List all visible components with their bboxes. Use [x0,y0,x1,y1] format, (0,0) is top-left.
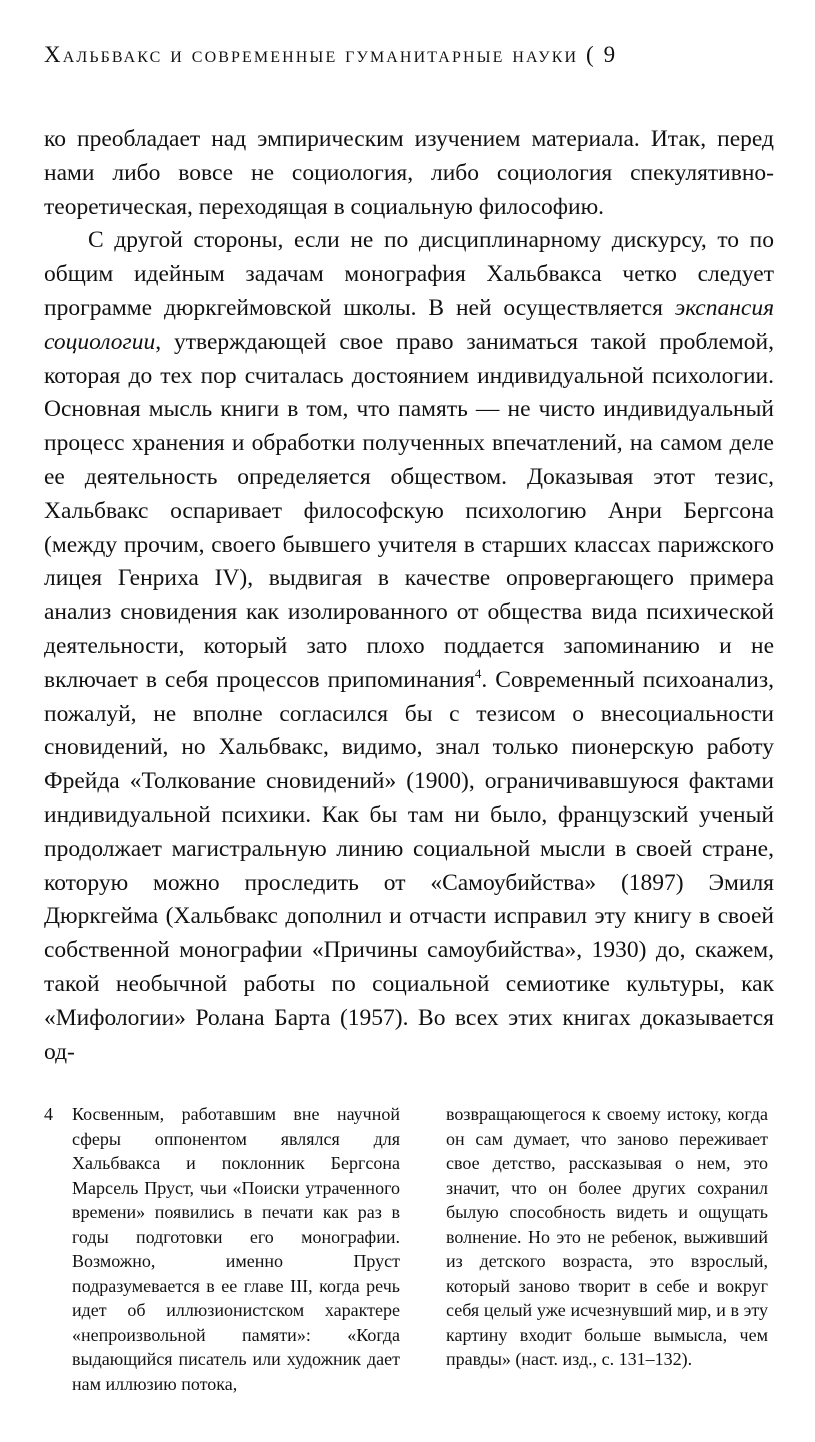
emphasis-term: экспансия социологии [44,294,774,355]
main-text [44,123,774,1069]
footnote-reference[interactable]: 4 [474,665,482,681]
footnote-number: 4 [44,1104,53,1124]
footnote-column-right: возвращающегося к своему истоку, когда он сам думает, что заново переживает свое детство, рассказывая о нем, это значит, что он более других сохранил былую способность видеть и ощущать волнение. Но это не ребенок, выживший из детского возраста, это взрослый, который заново творит в себе и вокруг себя целый уже исчезнувший мир, и в эту картину входит больше вымысла, чем правды» (наст. изд., с. 131–132). [446,1104,768,1369]
footnote-column-left: Косвенным, работавшим вне научной сферы оппонентом являлся для Хальбвакса и поклонник Бергсона Марсель Пруст, чьи «Поиски утраченного времени» появились в печати как раз в годы подготовки его монографии. Возможно, именно Пруст подразумевается в ее главе III, когда речь идет об иллюзионистском характере «непроизвольной памяти»: «Когда выдающийся писатель или художник дает нам иллюзию потока, [72,1104,400,1394]
paragraph-2-part-a: С другой стороны, если не по дисциплинарному дискурсу, то по общим идейным задачам монография Хальбвакса четко следует программе дюркгеймовской школы. В ней осуществляется [44,227,774,321]
running-title: Хальбвакс и современные гуманитарные науки [44,42,579,67]
running-head-bracket: ( [586,42,596,67]
paragraph-2-part-c: . Современный психоанализ, пожалуй, не вполне согласился бы с тезисом о внесоциальности сновидений, но Хальбвакс, видимо, знал только пионерскую работу Фрейда «Толкование сновидений» (1900), ограничивавшуюся фактами индивидуальной психики. Как бы там ни было, французский ученый продолжает магистральную линию социальной мысли в своей стране, которую можно проследить от «Самоубийства» (1897) Эмиля Дюркгейма (Хальбвакс дополнил и отчасти исправил эту книгу в своей собственной монографии «Причины самоубийства», 1930) до, скажем, такой необычной работы по социальной семиотике культуры, как «Мифологии» Ролана Барта (1957). Во всех этих книгах доказывается од- [44,666,774,1065]
paragraph-2-part-b: , утверждающей свое право заниматься такой проблемой, которая до тех пор считалась достоянием индивидуальной психологии. Основная мысль книги в том, что память — не чисто индивидуальный процесс хранения и обработки полученных впечатлений, на самом деле ее деятельность определяется обществом. Доказывая этот тезис, Хальбвакс оспаривает философскую психологию Анри Бергсона (между прочим, своего бывшего учителя в старших классах парижского лицея Генриха IV), выдвигая в качестве опровергающего примера анализ сновидения как изолированного от общества вида психической деятельности, который зато плохо поддается запоминанию и не включает в себя процессов припоминания [44,328,774,693]
page-number: 9 [603,42,618,67]
paragraph-1: ко преобладает над эмпирическим изучением материала. Итак, перед нами либо вовсе не социология, либо социология спекулятивно-теоретическая, переходящая в социальную философию. [44,126,774,220]
running-head [44,42,774,68]
footnotes [44,1102,774,1402]
paragraph-2 [44,224,774,1069]
